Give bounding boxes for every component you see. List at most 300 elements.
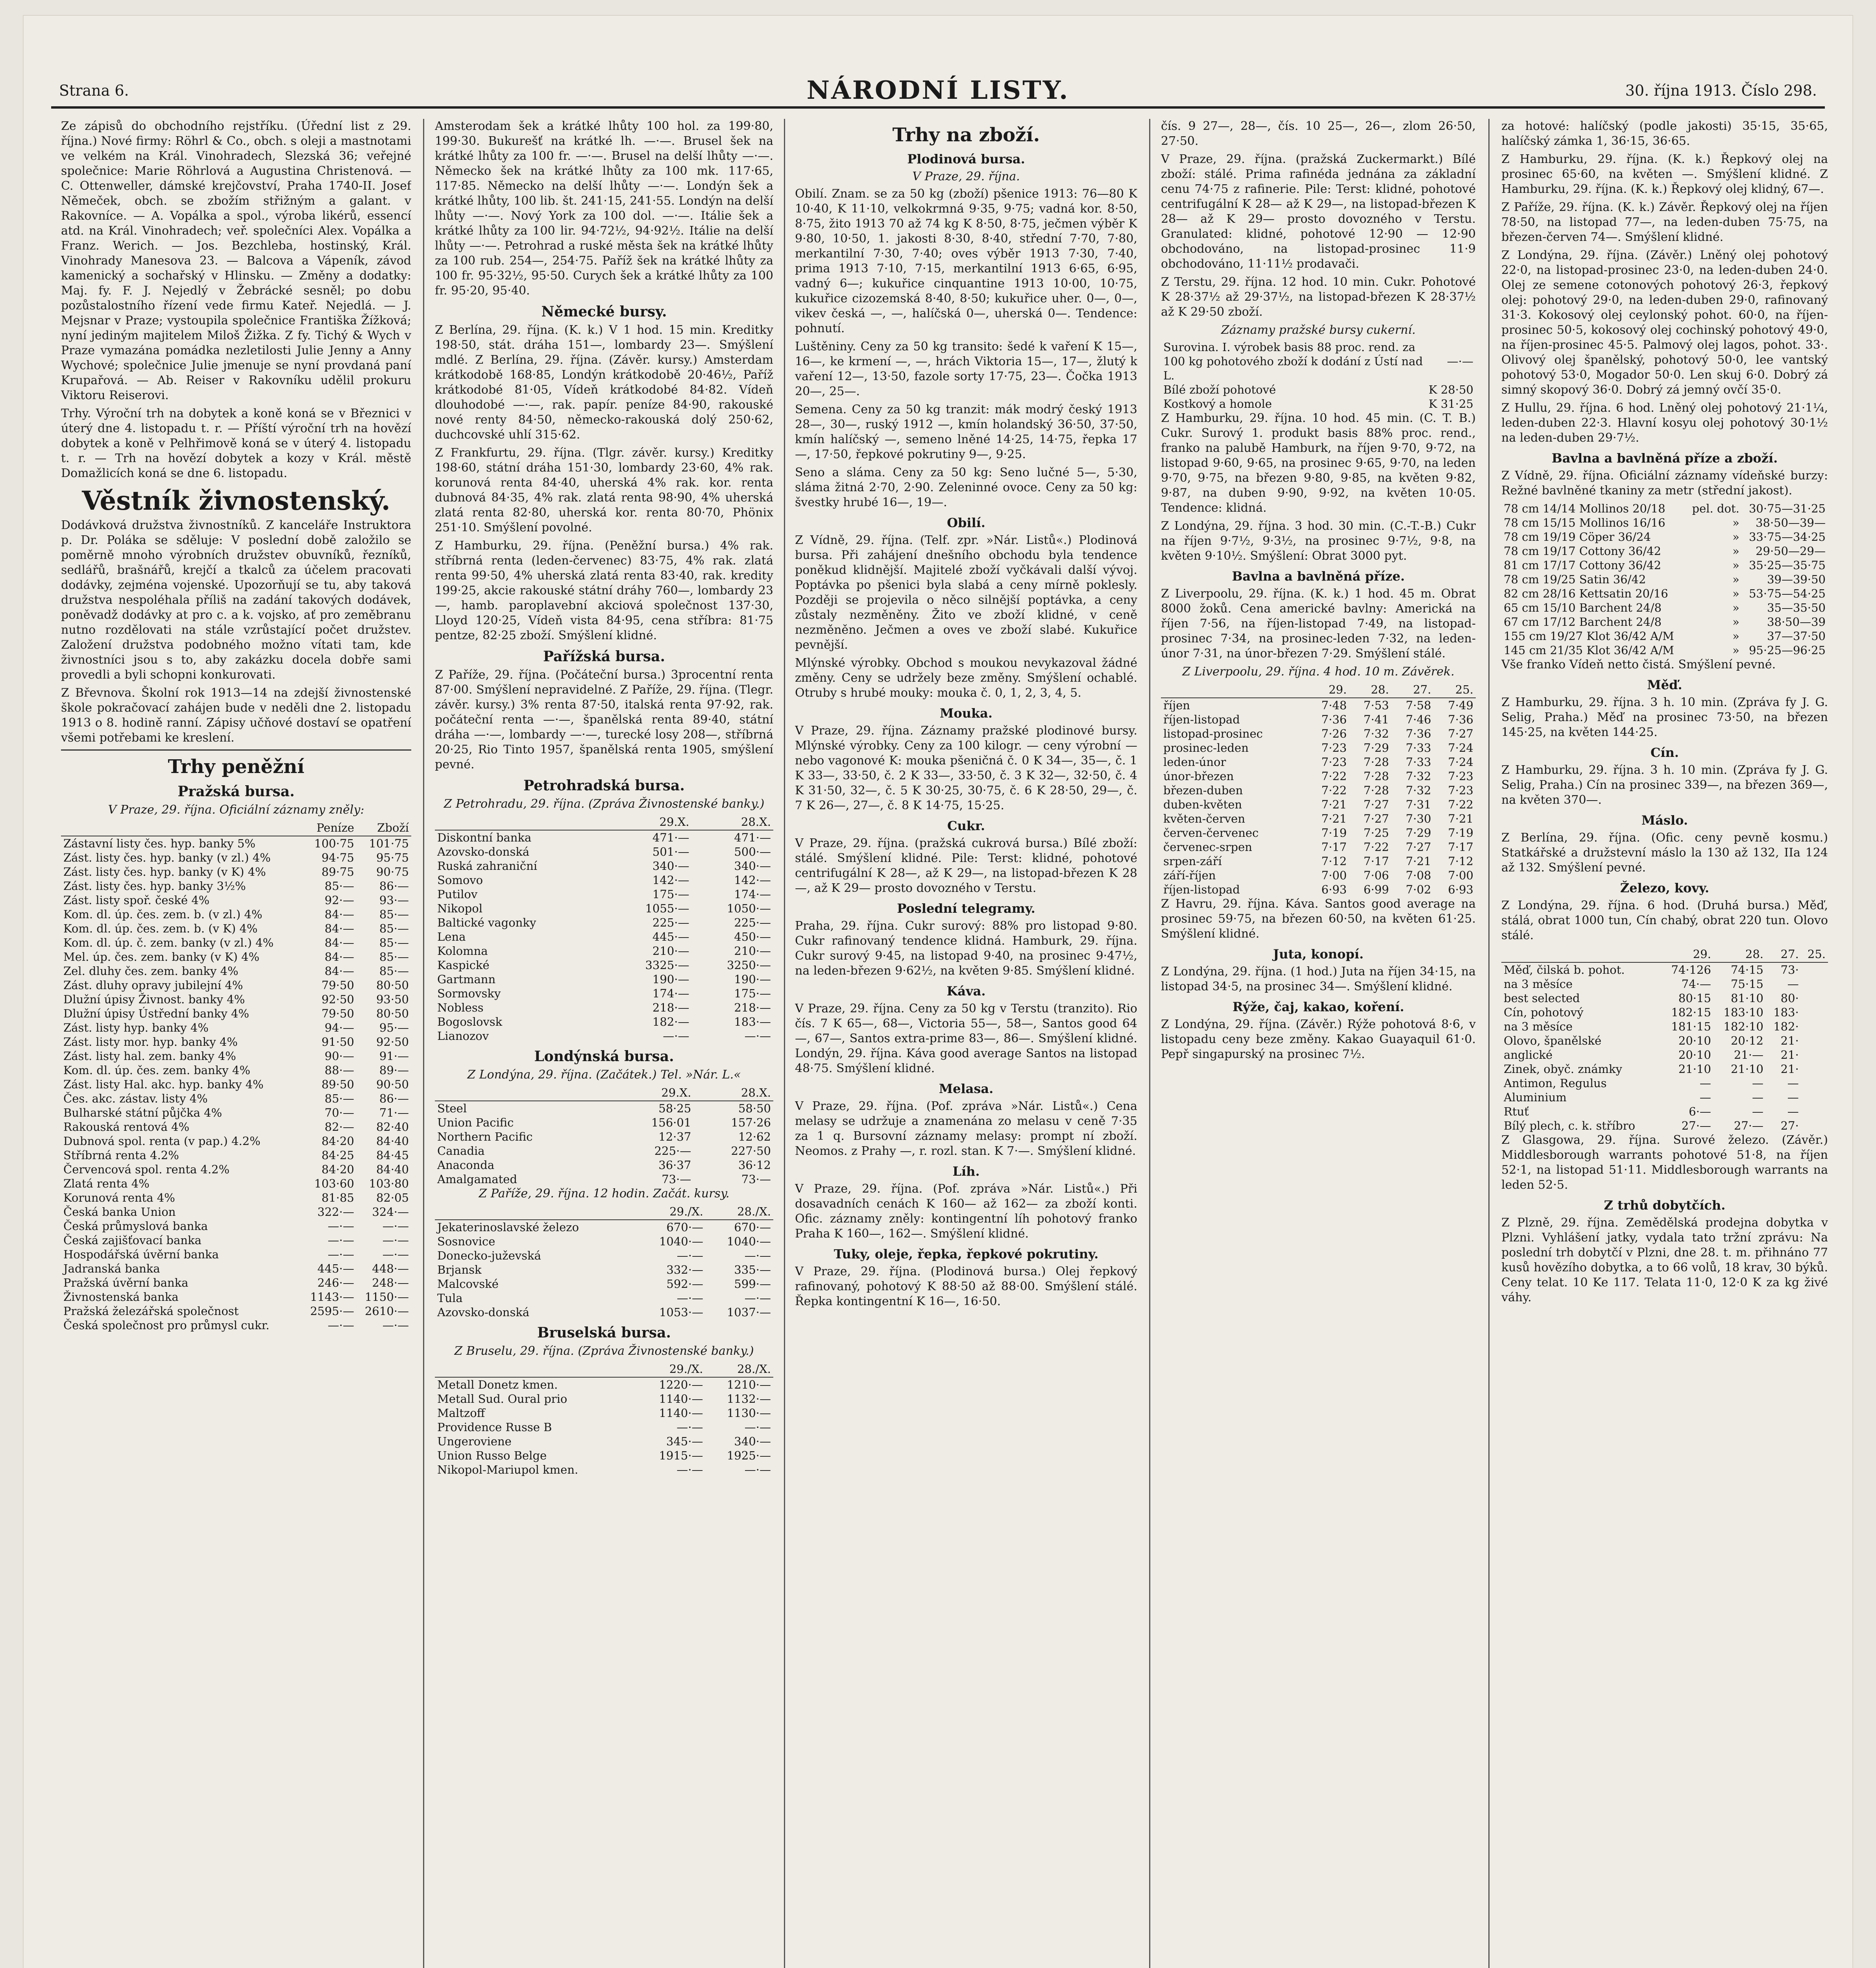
column-header: 28./X. <box>706 1204 773 1220</box>
table-cell: — <box>1752 1076 1763 1090</box>
table-cell: —·— <box>327 1319 355 1332</box>
table-row <box>435 1101 773 1115</box>
table-cell: 81 cm 17/17 Cottony 36/42 <box>1504 559 1662 572</box>
table-cell: 183· <box>1773 1006 1799 1019</box>
table-cell: —·— <box>382 1219 409 1233</box>
table-cell: 7·21 <box>1321 812 1347 825</box>
table-row <box>61 836 411 851</box>
table-cell: —·— <box>744 1029 771 1043</box>
table-cell: 7·21 <box>1448 812 1473 825</box>
table-cell: 7·00 <box>1448 869 1473 882</box>
table-row <box>61 1021 411 1035</box>
table-row <box>435 873 773 887</box>
table-cell: 95·75 <box>376 851 409 864</box>
table-cell: 86·— <box>379 1092 409 1105</box>
petrograd-table <box>435 814 773 1043</box>
table-row <box>1501 1090 1828 1104</box>
table-row <box>435 1305 773 1319</box>
hull-oil-report: Z Hullu, 29. října. 6 hod. Lněný olej pohotový 21·1¼, leden-duben 22·3. Hlavní kosyu olej pohotový 30·1½ na leden-duben 29·7½. <box>1501 401 1828 445</box>
table-cell: 7·36 <box>1321 713 1347 726</box>
table-row <box>61 1290 411 1304</box>
paris-opening-note: Z Paříže, 29. října. 12 hodin. Začát. kursy. <box>479 1187 730 1200</box>
table-row <box>61 1318 411 1332</box>
table-row <box>1161 797 1476 812</box>
table-cell: 7·49 <box>1448 699 1473 712</box>
table-cell: 7·27 <box>1363 812 1389 825</box>
table-cell: Měď, čilská b. pohot. <box>1504 963 1625 977</box>
table-cell: 6·93 <box>1321 883 1347 896</box>
table-row <box>435 1248 773 1263</box>
sugar-quotes-heading: Záznamy pražské bursy cukerní. <box>1221 323 1416 337</box>
table-cell: 7·08 <box>1406 869 1431 882</box>
table-cell: best selected <box>1504 991 1580 1005</box>
table-cell: 175·— <box>734 987 771 1000</box>
table-row <box>1501 586 1828 601</box>
hamburg-sugar-report: Z Hamburku, 29. října. 10 hod. 45 min. (C. T. B.) Cukr. Surový 1. produkt basis 88% proc. rend., franko na palubě Hamburk, na říjen 9·70, 9·72, na listopad 9·60, 9·65, na prosinec 9·65, 9·70, na leden 9·70, 9·75, na březen 9·80, 9·85, na květen 9·82, 9·87, na duben 9·90, 9·92, na květen 10·05. Tendence: klidná. <box>1161 411 1476 515</box>
table-cell: Dlužní úpisy Ústřední banky 4% <box>63 1007 250 1020</box>
table-cell: 80·50 <box>376 1007 409 1020</box>
table-cell: 7·23 <box>1321 755 1347 769</box>
prague-bourse-heading: Pražská bursa. <box>177 783 295 800</box>
table-cell: Olovo, španělské <box>1504 1034 1602 1047</box>
masthead <box>51 75 1825 109</box>
column-header: 25. <box>1801 946 1828 962</box>
table-cell: 1925·— <box>726 1449 771 1462</box>
table-cell: » <box>1732 573 1739 586</box>
table-row <box>435 1392 773 1406</box>
table-row <box>435 859 773 873</box>
table-cell: pel. dot. <box>1692 502 1739 515</box>
oil-prices: za hotové: halíčský (podle jakosti) 35·15, 35·65, halíčský zámka 1, 36·15, 36·65. <box>1501 119 1828 148</box>
telegrams-report: Praha, 29. října. Cukr surový: 88% pro listopad 9·80. Cukr rafinovaný tendence klidná. Hamburk, 29. října. Cukr surový 9·45, na listopad 9·40, na prosinec 9·47½, na leden-březen 9·62½, na květen 9·85. Smýšlení klidné. <box>795 919 1137 978</box>
table-row <box>61 921 411 936</box>
table-row <box>61 1134 411 1148</box>
table-row <box>435 986 773 1001</box>
prague-sugar-report: V Praze, 29. října. (pražská Zuckermarkt.) Bílé zboží: stálé. Prima rafinéda jednána za základní cenu 74·75 z rafinerie. Pile: Terst: klidné, pohotové centrifugální K 28— až K 29—, na listopad-březen K 28— až K 29— prosto dovozného v Terstu. Granulated: klidné, pohotové 12·90 — 12·90 obchodováno, na listopad-prosinec 11·9 obchodováno, 11·11½ prodavači. <box>1161 152 1476 271</box>
table-cell: 92·50 <box>376 1035 409 1049</box>
table-row <box>61 879 411 893</box>
table-row <box>1501 1048 1828 1062</box>
table-cell: 340·— <box>734 1435 771 1448</box>
vienna-grain-report: Z Vídně, 29. října. (Telf. zpr. »Nár. Listů«.) Plodinová bursa. Při zahájení dnešního obchodu byla tendence poněkud klidnější. Majitelé zboží vyčkávali další vývoj. Poptávka po pšenici byla slabá a ceny mírně poklesly. Později se projevila o něco silnější poptávka, a ceny zůstaly nezměněny. Žito ve zboží klidné, v ceně nezměněno. Ječmen a oves ve zboží slabé. Kukuřice pevnější. <box>795 533 1137 652</box>
london-bourse-heading: Londýnská bursa. <box>534 1048 674 1065</box>
table-cell: 246·— <box>317 1276 355 1289</box>
produce-dateline: V Praze, 29. října. <box>912 170 1020 183</box>
table-cell: 7·32 <box>1406 784 1431 797</box>
table-cell: 7·32 <box>1363 727 1389 740</box>
table-cell: 93·— <box>379 893 409 907</box>
table-cell: 12·62 <box>738 1130 771 1143</box>
table-cell: Tula <box>437 1291 463 1305</box>
table-cell: Aluminium <box>1504 1091 1567 1104</box>
table-cell: Bílé zboží pohotové <box>1163 383 1276 396</box>
petrograd-note: Z Petrohradu, 29. října. (Zpráva Živnostenské banky.) <box>444 797 765 811</box>
table-row <box>61 1077 411 1091</box>
table-cell: 145 cm 21/35 Klot 36/42 A/M <box>1504 644 1674 657</box>
table-cell: 27· <box>1780 1119 1799 1132</box>
table-row <box>1161 783 1476 797</box>
table-cell: Dubnová spol. renta (v pap.) 4.2% <box>63 1134 261 1148</box>
table-cell: 82·— <box>324 1120 355 1134</box>
table-cell: 84·— <box>324 936 355 949</box>
table-cell: 182·— <box>652 1015 689 1028</box>
table-cell: Česká zajišťovací banka <box>63 1234 201 1247</box>
table-cell: Jadranská banka <box>63 1262 160 1275</box>
cotton-goods-report: Z Vídně, 29. října. Oficiální záznamy vídeňské burzy: Režné bavlněné tkaniny za metr (střední jakost). <box>1501 469 1828 498</box>
table-cell: 86·— <box>379 879 409 893</box>
table-cell: 1055·— <box>645 902 689 915</box>
table-cell: Dlužní úpisy Živnost. banky 4% <box>63 993 245 1006</box>
table-cell: 7·22 <box>1321 784 1347 797</box>
table-cell: Malcovské <box>437 1277 499 1291</box>
berlin-report: Z Berlína, 29. října. (K. k.) V 1 hod. 15 min. Kreditky 198·50, stát. dráha 151—, lombardy 23—. Smýšlení mdlé. Z Berlína, 29. října. (Závěr. kursy.) Amsterdam krátkodobě 168·85, Londýn krátkodobě 20·46½, Paříž krátkodobé 81·05, Vídeň krátkodobé 84·82. Vídeň dlouhodobé —·—, rak. papír. peníze 84·90, rakouské nové renty 84·50, německo-rakouská dolý 250·62, duchcovské uhlí 315·62. <box>435 323 773 442</box>
column-header: 28.X. <box>693 1085 773 1101</box>
table-cell: 89·50 <box>321 1078 355 1091</box>
table-row <box>435 1220 773 1234</box>
table-row <box>61 907 411 921</box>
table-cell: 155 cm 19/27 Klot 36/42 A/M <box>1504 629 1674 643</box>
table-cell: 82·05 <box>376 1191 409 1204</box>
table-row <box>1161 755 1476 769</box>
frankfurt-report: Z Frankfurtu, 29. října. (Tlgr. závěr. kursy.) Kreditky 198·60, státní dráha 151·30, lombardy 23·60, 4% rak. korunová renta 84·40, uherská 4% rak. kor. renta dubnová 84·35, 4% rak. zlatá renta 98·90, 4% uherská zlatá renta 82·80, uherská kor. renta 80·70, Phönix 251·10. Smýšlení povolné. <box>435 446 773 535</box>
table-cell: 92·— <box>324 893 355 907</box>
table-cell: » <box>1732 530 1739 544</box>
table-cell: — <box>1752 1091 1763 1104</box>
table-cell: » <box>1732 559 1739 572</box>
table-cell: Canadia <box>437 1144 485 1158</box>
table-cell: 103·60 <box>314 1177 355 1190</box>
table-cell: 73· <box>1780 963 1799 977</box>
table-cell: 84·— <box>324 964 355 978</box>
table-row <box>435 972 773 986</box>
grain-heading: Obilí. <box>947 515 985 530</box>
hamburg-report: Z Hamburku, 29. října. (Peněžní bursa.) 4% rak. stříbrná renta (leden-červenec) 83·75, 4% rak. zlatá renta 99·50, 4% uherská zlatá renta 83·40, rak. kredity 199·25, akcie rakouské státní dráhy 760—, lombardy 23—, hamb. paroplavební akciová společnost 137·30, Lloyd 120·25, Vídeň vista 84·95, cena stříbra: 81·75 pentze, 82·25 zboží. Smýšlení klidné. <box>435 539 773 642</box>
table-cell: 84·— <box>324 922 355 935</box>
table-cell: říjen <box>1163 699 1190 712</box>
table-cell: 7·19 <box>1321 826 1347 840</box>
newspaper-page <box>24 16 1852 1968</box>
vestnik-heading: Věstník živnostenský. <box>82 485 390 516</box>
table-row <box>1501 643 1828 657</box>
table-cell: 35·25—35·75 <box>1748 559 1826 572</box>
liverpool-cotton-report: Z Liverpoolu, 29. října. (K. k.) 1 hod. 45 m. Obrat 8000 žoků. Cena americké bavlny: Americká na říjen 7·56, na říjen-listopad 7·49, na listopad-prosinec 7·34, na prosinec-leden 7·32, na leden-únor 7·31, na únor-březen 7·29. Smýšlení stálé. <box>1161 587 1476 660</box>
table-cell: 501·— <box>652 845 689 858</box>
cotton-table-heading: Z Liverpoolu, 29. října. 4 hod. 10 m. Závěrek. <box>1182 665 1455 679</box>
table-cell: 3325·— <box>645 958 689 972</box>
table-row <box>435 1115 773 1130</box>
table-cell: Zást. listy čes. hyp. banky (v zl.) 4% <box>63 851 271 864</box>
coffee-heading: Káva. <box>946 984 986 999</box>
table-cell: Zinek, obyč. známky <box>1504 1062 1623 1076</box>
table-cell: 7·33 <box>1406 755 1431 769</box>
rice-report: Z Londýna, 29. října. (Závěr.) Rýže pohotová 8·6, v listopadu ceny beze změny. Kakao Guayaquil 61·0. Pepř singapurský na prosinec 7½. <box>1161 1017 1476 1061</box>
table-cell: 39—39·50 <box>1767 573 1826 586</box>
table-cell: Mel. úp. čes. zem. banky (v K) 4% <box>63 950 260 964</box>
produce-bourse-heading: Plodinová bursa. <box>907 152 1025 166</box>
table-cell: 1053·— <box>659 1306 703 1319</box>
table-row <box>1501 1005 1828 1019</box>
table-cell: 7·23 <box>1448 784 1473 797</box>
table-cell: » <box>1732 644 1739 657</box>
table-cell: » <box>1732 516 1739 529</box>
table-cell: březen-duben <box>1163 784 1243 797</box>
table-cell: 1915·— <box>659 1449 703 1462</box>
column-4 <box>1161 119 1476 1968</box>
table-row <box>435 1420 773 1434</box>
table-cell: 332·— <box>666 1263 703 1276</box>
column-rule <box>1488 119 1490 1968</box>
table-cell: 95·25—96·25 <box>1748 644 1826 657</box>
table-cell: Northern Pacific <box>437 1130 533 1143</box>
table-cell: 91·— <box>379 1049 409 1063</box>
table-cell: 448·— <box>372 1262 409 1275</box>
table-cell: 340·— <box>734 859 771 873</box>
column-5 <box>1501 119 1828 1968</box>
table-cell: Kostkový a homole <box>1163 397 1272 411</box>
table-cell: K 28·50 <box>1429 383 1473 396</box>
cattle-fairs: Trhy. Výroční trh na dobytek a koně koná se v Březnici v úterý dne 4. listopadu t. r. — Příští výroční trh na hovězí dobytek a koně v Pelhřimově koná se v úterý 4. listopadu t. r. — Trh na hovězí dobytek a kozy v Král. městě Domažlicích koná se dne 6. listopadu. <box>61 407 411 480</box>
brussels-table <box>435 1361 773 1477</box>
oils-heading: Tuky, oleje, řepka, řepkové pokrutiny. <box>834 1247 1099 1261</box>
table-cell: 82·40 <box>376 1120 409 1134</box>
table-cell: » <box>1732 601 1739 614</box>
table-cell: » <box>1732 587 1739 600</box>
table-cell: » <box>1732 544 1739 558</box>
table-cell: Lianozov <box>437 1029 489 1043</box>
column-header <box>1501 946 1661 962</box>
table-cell: — <box>1699 1091 1711 1104</box>
table-cell: červen-červenec <box>1163 826 1259 840</box>
table-cell: 227·50 <box>731 1144 771 1158</box>
table-cell: Česká průmyslová banka <box>63 1219 208 1233</box>
tin-heading: Cín. <box>1650 745 1679 760</box>
table-row <box>435 1234 773 1248</box>
table-cell: 27·— <box>1734 1119 1763 1132</box>
table-cell: 93·50 <box>376 993 409 1006</box>
sugar-quotes-table <box>1161 340 1476 411</box>
table-row <box>435 1291 773 1305</box>
column-header: 27. <box>1391 682 1433 698</box>
table-cell: —·— <box>327 1248 355 1261</box>
table-cell: Kolomna <box>437 944 488 958</box>
table-cell: 6·99 <box>1363 883 1389 896</box>
table-row <box>61 1063 411 1077</box>
table-cell: 74·15 <box>1730 963 1763 977</box>
table-cell: 27·— <box>1681 1119 1711 1132</box>
table-cell: 3250·— <box>726 958 771 972</box>
table-cell: 7·27 <box>1448 727 1473 740</box>
table-cell: Zást. listy hyp. banky 4% <box>63 1021 209 1034</box>
table-cell: 85·— <box>379 922 409 935</box>
table-cell: 21·10 <box>1730 1062 1763 1076</box>
iron-heading: Železo, kovy. <box>1620 880 1710 895</box>
cotton-goods-heading: Bavlna a bavlněná příze a zboží. <box>1551 451 1778 466</box>
table-cell: 225·— <box>734 916 771 929</box>
paris-report: Z Paříže, 29. října. (Počáteční bursa.) 3procentní renta 87·00. Smýšlení nepravidelné. Z Paříže, 29. října. (Tlegr. závěr. kursy.) 3% renta 87·50, italská renta 97·92, rak. počáteční renta —·—, španělská renta 89·40, státní dráha —·—, lombardy —·—, turecké losy 208—, stříbrná 20·25, Rio Tinto 1957, španělská renta 1905, smýšlení pevné. <box>435 668 773 771</box>
table-cell: Zást. dluhy opravy jubilejní 4% <box>63 978 243 992</box>
table-cell: 7·28 <box>1363 784 1389 797</box>
table-cell: 1130·— <box>726 1406 771 1420</box>
table-cell: 6·93 <box>1448 883 1473 896</box>
table-row <box>61 1191 411 1205</box>
table-cell: 101·75 <box>369 837 409 850</box>
table-cell: Zást. listy hal. zem. banky 4% <box>63 1049 236 1063</box>
table-cell: Zlatá renta 4% <box>63 1177 150 1190</box>
table-cell: Čes. akc. zástav. listy 4% <box>63 1092 208 1105</box>
table-row <box>1161 383 1476 397</box>
table-cell: 36·12 <box>738 1158 771 1172</box>
table-cell: Zel. dluhy čes. zem. banky 4% <box>63 964 238 978</box>
metals-table <box>1501 946 1828 1133</box>
table-cell: 89·75 <box>321 865 355 879</box>
table-cell: 79·50 <box>321 1007 355 1020</box>
column-2 <box>435 119 773 1968</box>
table-cell: 1140·— <box>659 1392 703 1406</box>
brussels-note: Z Bruselu, 29. října. (Zpráva Živnostenské banky.) <box>454 1344 754 1358</box>
commercial-register: Ze zápisů do obchodního rejstříku. (Úřední list z 29. října.) Nové firmy: Röhrl & Co., obch. s oleji a mastnotami ve velkém na Král. Vinohradech, Slezská 36; veřejné společnice: Marie Röhrlová a Augustina Christenová. — C. Ottenweller, dámské krejčovství, Praha 1740-II. Josef Němeček, obch. se zbožím střižným a galant. v Rakovníce. — A. Vopálka a spol., výroba likérů, essencí atd. na Král. Vinohradech; veř. společníci Alex. Vopálka a Franz. Werich. — Jos. Bezchleba, hostinský, Král. Vinohrady Manesova 23. — Balcova a Vápeník, závod kamenický a sochařský v Hlinsku. — Změny a dodatky: Maj. fy. F. J. Nejedlý v Žebrácké sesněl; po dobu pozůstalostního řízení vede firmu Kateř. Nejedlá. — J. Mejsnar v Praze; vystoupila společnice Františka Žížková; nyní jediným majitelem Miloš Žižka. Z fy. Tichý & Wych v Praze vymazána pomádka nezletilosti Julie Jenny a Anny Wychové; společnice Julie jmenuje se nyní provdaná paní Krupařová. — Ab. Reiser v Rakovníku udělil prokuru Viktoru Reiserovi. <box>61 119 411 402</box>
table-cell: 58·50 <box>738 1102 771 1115</box>
table-cell: 21·— <box>1734 1048 1763 1062</box>
table-cell: Steel <box>437 1102 467 1115</box>
table-cell: 94·— <box>324 1021 355 1034</box>
table-cell: 183·10 <box>1723 1006 1763 1019</box>
table-row <box>1501 516 1828 530</box>
jute-heading: Juta, konopí. <box>1273 947 1364 962</box>
column-header <box>61 820 302 836</box>
table-cell: 7·29 <box>1363 741 1389 755</box>
vestnik-article-2: Z Břevnova. Školní rok 1913—14 na zdejší živnostenské škole pokračovací zahájen bude v neděli dne 2. listopadu 1913 o 8. hodině ranní. Zápisy učňové dostaví se opatření všemi potřebami ke kreslení. <box>61 686 411 745</box>
table-row <box>61 1276 411 1290</box>
column-header: 29. <box>1661 946 1713 962</box>
mill-products-report: Mlýnské výrobky. Obchod s moukou nevykazoval žádné změny. Ceny se udržely beze změny. Smýšlení ochablé. Otruby s hrubé mouky: mouka č. 0, 1, 2, 3, 4, 5. <box>795 656 1137 700</box>
table-cell: Cín, pohotový <box>1504 1006 1584 1019</box>
column-header: 29./X. <box>638 1361 706 1377</box>
table-cell: 20·10 <box>1678 1034 1711 1047</box>
table-row <box>1161 882 1476 897</box>
table-row <box>435 1377 773 1392</box>
table-row <box>1501 601 1828 615</box>
table-row <box>61 1120 411 1134</box>
table-row <box>1161 812 1476 826</box>
table-cell: 335·— <box>734 1263 771 1276</box>
table-row <box>435 901 773 916</box>
table-cell: —·— <box>676 1463 703 1476</box>
table-cell: květen-červen <box>1163 812 1245 825</box>
column-header <box>435 1085 614 1101</box>
table-cell: 181·15 <box>1671 1020 1711 1033</box>
table-cell: Brjansk <box>437 1263 482 1276</box>
table-cell: 92·50 <box>321 993 355 1006</box>
table-cell: na 3 měsíce <box>1504 1020 1573 1033</box>
table-cell: 81·85 <box>321 1191 355 1204</box>
table-row <box>61 1049 411 1063</box>
table-cell: 7·29 <box>1406 826 1431 840</box>
table-cell: 174·— <box>734 888 771 901</box>
table-row <box>61 1176 411 1191</box>
table-cell: Kom. dl. úp. čes. zem. b. (v K) 4% <box>63 922 258 935</box>
table-row <box>61 1205 411 1219</box>
table-cell: 21· <box>1780 1048 1799 1062</box>
table-cell: 1143·— <box>310 1290 355 1304</box>
table-row <box>435 1029 773 1043</box>
table-cell: —·— <box>382 1248 409 1261</box>
german-bourses-heading: Německé bursy. <box>541 303 667 320</box>
table-cell: Pražská úvěrní banka <box>63 1276 189 1289</box>
table-cell: 90·— <box>324 1049 355 1063</box>
table-cell: Zást. listy mor. hyp. banky 4% <box>63 1035 238 1049</box>
table-cell: Lena <box>437 930 466 943</box>
table-cell: 38·50—39— <box>1756 516 1826 529</box>
column-rule <box>1149 119 1150 1968</box>
table-cell: Jekaterinoslavské železo <box>437 1221 579 1234</box>
cattle-markets-report: Z Plzně, 29. října. Zemědělská prodejna dobytka v Plzni. Vyhlášení jatky, vydala tato tržní zprávu: Na poslední trh dobytčí v Plzni, dne 28. t. m. přihnáno 77 kusů hovězího dobytka, a to 66 volů, 18 krav, 30 býků. Ceny telat. 10 Ke 117. Telata 11·0, 12·0 K za kg živé váhy. <box>1501 1216 1828 1304</box>
table-cell: Antimon, Regulus <box>1504 1076 1607 1090</box>
table-cell: 95·— <box>379 1021 409 1034</box>
table-cell: Azovsko-donská <box>437 1306 530 1319</box>
table-row <box>435 1463 773 1477</box>
table-cell: 7·17 <box>1448 840 1473 854</box>
butter-report: Z Berlína, 29. října. (Ofic. ceny pevně kosmu.) Statkářské a družstevní máslo la 130 až 132, IIa 124 až 132. Smýšlení pevné. <box>1501 831 1828 875</box>
table-row <box>1501 1119 1828 1133</box>
table-cell: 183·— <box>734 1015 771 1028</box>
table-row <box>435 1448 773 1463</box>
table-cell: 84·20 <box>321 1134 355 1148</box>
table-row <box>61 1006 411 1021</box>
paris-bourse-heading: Pařížská bursa. <box>543 648 665 665</box>
table-cell: únor-březen <box>1163 769 1234 783</box>
table-cell: 1150·— <box>364 1290 409 1304</box>
table-cell: —·— <box>382 1319 409 1332</box>
table-cell: Union Pacific <box>437 1116 514 1129</box>
table-cell: 175·— <box>652 888 689 901</box>
table-cell: 7·36 <box>1406 727 1431 740</box>
oils-report: V Praze, 29. října. (Plodinová bursa.) Olej řepkový rafinovaný, pohotový K 88·50 až 88·00. Smýšlení stálé. Řepka kontingentní K 16—, 16·50. <box>795 1265 1137 1308</box>
table-cell: Bogoslovsk <box>437 1015 503 1028</box>
table-cell: Zást. listy Hal. akc. hyp. banky 4% <box>63 1078 264 1091</box>
table-row <box>61 893 411 907</box>
table-row <box>435 1001 773 1015</box>
table-cell: Nikopol <box>437 902 482 915</box>
column-header: 27. <box>1766 946 1801 962</box>
table-cell: 7·21 <box>1406 855 1431 868</box>
table-cell: Providence Russe B <box>437 1421 552 1434</box>
table-cell: Surovina. I. výrobek basis 88 proc. rend. za 100 kg pohotového zboží k dodání z Ústí nad L. <box>1163 340 1423 382</box>
table-row <box>435 1144 773 1158</box>
table-cell: 38·50—39 <box>1767 615 1826 629</box>
table-cell: 85·— <box>379 936 409 949</box>
table-row <box>1161 741 1476 755</box>
table-cell: anglické <box>1504 1048 1553 1062</box>
table-cell: Putilov <box>437 888 478 901</box>
table-row <box>435 1015 773 1029</box>
table-cell: 2610·— <box>364 1304 409 1318</box>
molasses-report: V Praze, 29. října. (Pof. zpráva »Nár. Listů«.) Cena melasy se udržuje a znamenána zo melasu v ceně 7·35 za 1 q. Bursovní záznamy melasy: prompt ní zboží. Neomos. z Prahy —, r. rozl. stan. K 7·—. Smýšlení klidné. <box>795 1099 1137 1158</box>
table-cell: 88·— <box>324 1064 355 1077</box>
hamburg-oil-report: Z Hamburku, 29. října. (K. k.) Řepkový olej na prosinec 65·60, na květen —. Smýšlení klidné. Z Hamburku, 29. října. (K. k.) Řepkový olej klidný, 67—. <box>1501 152 1828 196</box>
table-cell: 7·24 <box>1448 741 1473 755</box>
table-row <box>1501 530 1828 544</box>
table-cell: — <box>1787 1076 1799 1090</box>
table-cell: 85·— <box>379 908 409 921</box>
table-cell: 225·— <box>654 1144 691 1158</box>
petrograd-bourse-heading: Petrohradská bursa. <box>523 777 685 794</box>
table-cell: 225·— <box>652 916 689 929</box>
table-row <box>435 1263 773 1277</box>
table-cell: Donecko-juževská <box>437 1249 541 1262</box>
table-cell: 74·— <box>1681 977 1711 991</box>
table-cell: Anaconda <box>437 1158 495 1172</box>
money-markets-heading: Trhy peněžní <box>168 756 305 778</box>
